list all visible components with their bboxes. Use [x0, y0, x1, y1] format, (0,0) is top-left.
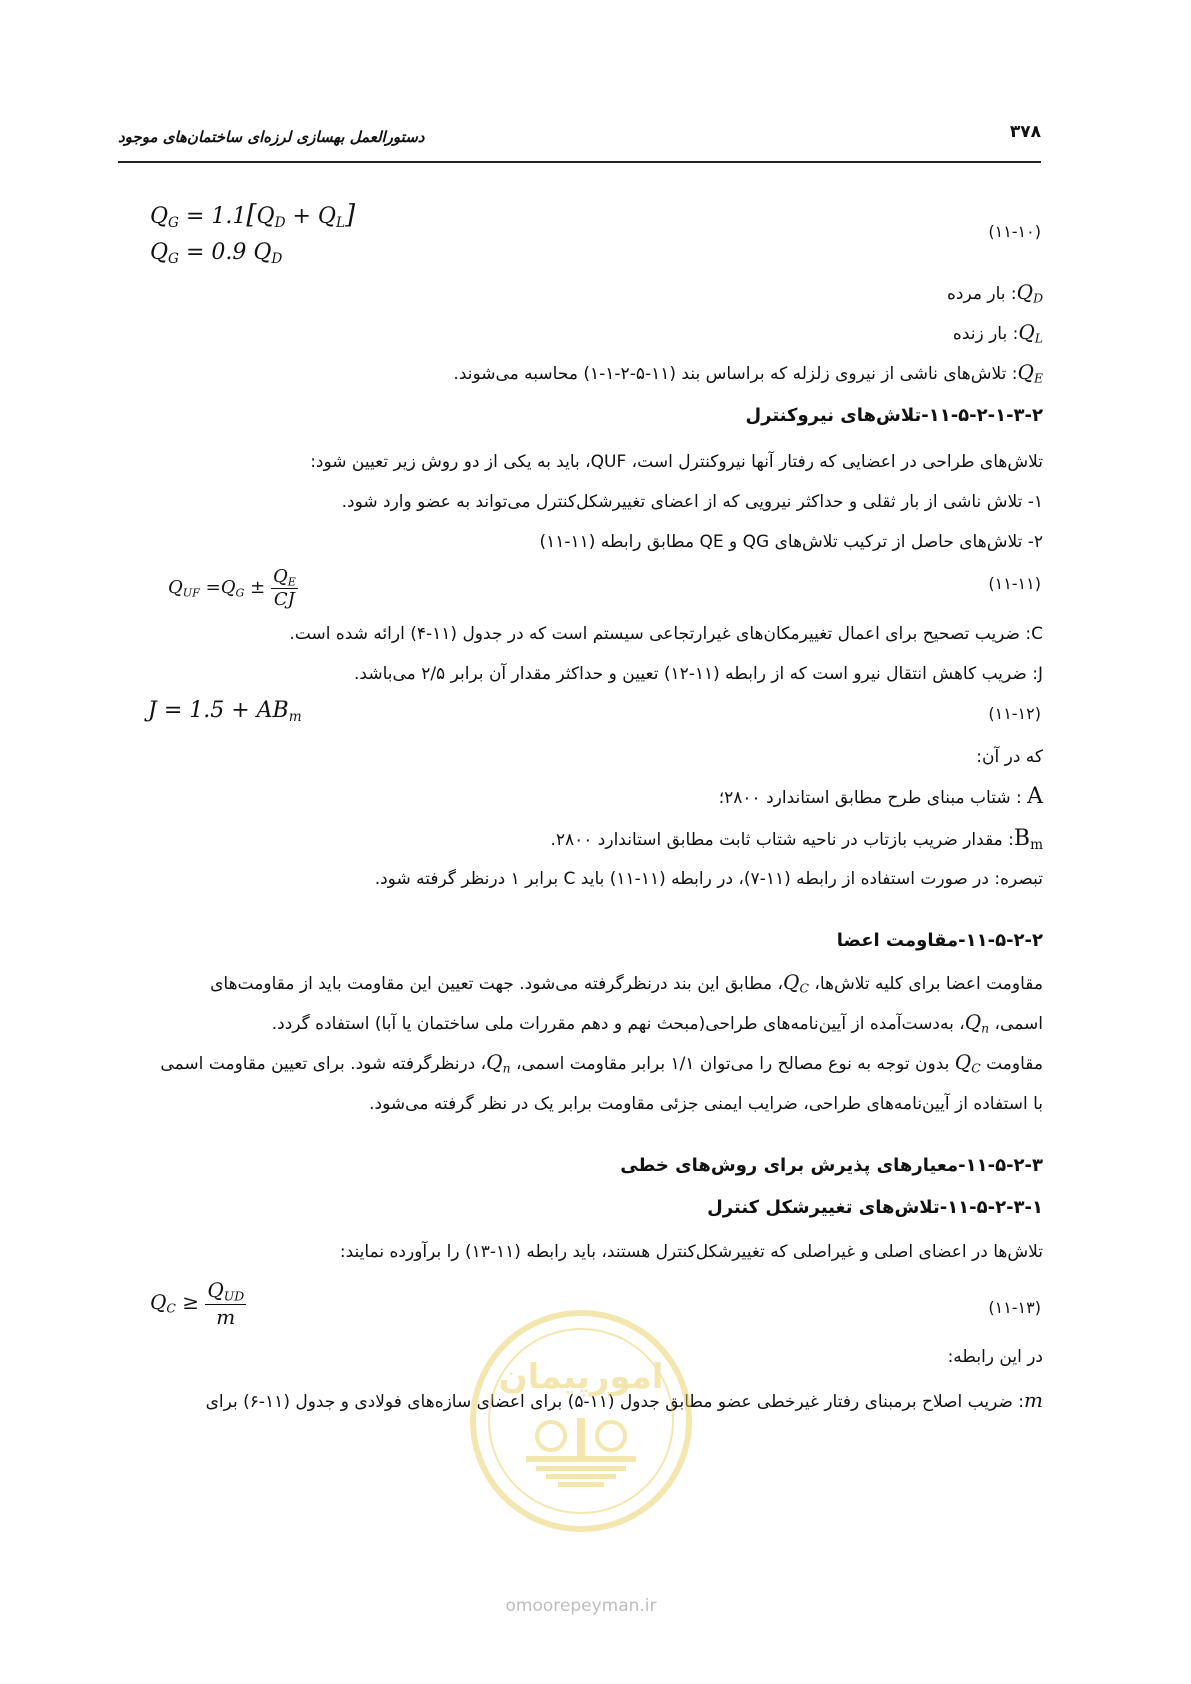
watermark-logo — [466, 1306, 696, 1536]
paragraph-strength-line2: اسمی، $Q_n،$ به‌دست‌آمده از آیین‌نامه‌های طراحی(مبحث نهم و دهم مقررات ملی ساختمان یا آبا) استفاده گردد. — [271, 1010, 1043, 1036]
definition-qd: $Q_D$: بار مرده — [947, 280, 1043, 306]
definition-qd-text: بار مرده — [947, 284, 1006, 304]
equation-number-11-13: (۱۱-۱۳) — [988, 1298, 1041, 1317]
definition-c-text: : ضریب تصحیح برای اعمال تغییرمکان‌های غیرارتجاعی سیستم است که در جدول (۱۱-۴) ارائه شده است. — [289, 624, 1032, 644]
definition-a — [100, 785, 1043, 810]
strength-line3-part-b: بدون توجه به نوع مصالح را می‌توان ۱/۱ برابر مقاومت اسمی، — [510, 1054, 955, 1074]
section-heading-force-controlled: ۱۱-۵-۲-۱-۳-۲-تلاش‌های نیروکنترل — [745, 405, 1043, 426]
definition-a-text: : شتاب مبنای طرح مطابق استاندارد ۲۸۰۰؛ — [718, 788, 1028, 808]
definition-m-text: : ضریب اصلاح برمبنای رفتار غیرخطی عضو مطابق جدول (۱۱-۵) برای اعضای سازه‌های فولادی و جدول (۱۱-۶) برای — [205, 1392, 1025, 1412]
strength-line3-part-a: مقاومت — [980, 1054, 1043, 1074]
watermark-url: omoorepeyman.ir — [505, 1596, 657, 1616]
equation-11-12-body: J = 1.5 + AB — [148, 698, 289, 723]
definition-bm — [100, 827, 1043, 857]
definition-ql: $Q_L$: بار زنده — [952, 320, 1043, 346]
definitions-intro-2: در این رابطه: — [947, 1347, 1043, 1367]
definition-ql-text: بار زنده — [952, 324, 1008, 344]
definition-bm-label: B — [1013, 826, 1031, 851]
paragraph-strength-line3: مقاومت $Q_C$ بدون توجه به نوع مصالح را می‌توان ۱/۱ برابر مقاومت اسمی، $Q_n،$ درنظرگرفته شود. برای تعیین مقاومت اسمی — [160, 1050, 1043, 1076]
definition-qe-text: تلاش‌های ناشی از نیروی زلزله که براساس بند (۱۱-۵-۲-۱-۱) محاسبه می‌شوند. — [453, 364, 1007, 384]
definitions-intro: که در آن: — [976, 747, 1043, 767]
equation-11-12-subscript: m — [288, 709, 302, 726]
definition-m-label: m — [1024, 1388, 1043, 1412]
equation-11-13: $Q_C$ ≥ $\frac{Q_{UD}}{m}$ — [150, 1278, 245, 1329]
equation-number-11-11: (۱۱-۱۱) — [988, 574, 1041, 593]
definition-a-label: A — [1027, 784, 1043, 809]
list-item-1: ۱- تلاش ناشی از بار ثقلی و حداکثر نیرویی که از اعضای تغییرشکل‌کنترل می‌تواند به عضو وارد شود. — [341, 492, 1043, 512]
definition-c — [100, 622, 1043, 646]
section-heading-member-strength: ۱۱-۵-۲-۲-مقاومت اعضا — [836, 930, 1043, 951]
strength-line1-part-a: مقاومت اعضا برای کلیه تلاش‌ها، — [808, 974, 1043, 994]
definition-j-text: : ضریب کاهش انتقال نیرو است که از رابطه (۱۱-۱۲) تعیین و حداکثر مقدار آن برابر ۲/۵ می‌باشد. — [354, 664, 1038, 684]
equation-11-11: $Q_{UF} =Q_G$ ± $\frac{Q_E}{CJ}$ — [168, 566, 296, 611]
paragraph-strength-line1: مقاومت اعضا برای کلیه تلاش‌ها، $Q_C،$ مطابق این بند درنظرگرفته می‌شود. جهت تعیین این مقاومت باید از مقاومت‌های — [210, 970, 1043, 996]
definition-qe: $Q_E$: تلاش‌های ناشی از نیروی زلزله که براساس بند (۱۱-۵-۲-۱-۱) محاسبه می‌شوند. — [453, 360, 1043, 386]
definition-bm-text: : مقدار ضریب بازتاب در ناحیه شتاب ثابت مطابق استاندارد ۲۸۰۰. — [550, 830, 1014, 850]
definition-j — [100, 662, 1043, 686]
paragraph-strength-line4: با استفاده از آیین‌نامه‌های طراحی، ضرایب ایمنی جزئی مقاومت برابر یک در نظر گرفته می‌شود. — [369, 1094, 1043, 1114]
definition-j-label: J — [1037, 664, 1043, 684]
header-rule — [118, 161, 1041, 163]
definition-c-label: C — [1031, 624, 1043, 644]
running-header-title: دستورالعمل بهسازی لرزه‌ای ساختمان‌های موجود — [118, 128, 425, 146]
paragraph-deformation-controlled: تلاش‌ها در اعضای اصلی و غیراصلی که تغییرشکل‌کنترل هستند، باید رابطه (۱۱-۱۳) را برآورده نمایند: — [339, 1242, 1043, 1262]
equation-11-10-line1: $Q_G = 1.1[Q_D + Q_L]$ — [150, 200, 356, 232]
equation-number-11-12: (۱۱-۱۲) — [988, 704, 1041, 723]
strength-line1-part-b: ، مطابق این بند درنظرگرفته می‌شود. جهت تعیین این مقاومت باید از مقاومت‌های — [210, 974, 784, 994]
strength-line2-part-a: اسمی، — [989, 1014, 1043, 1034]
list-item-2: ۲- تلاش‌های حاصل از ترکیب تلاش‌های QG و QE مطابق رابطه (۱۱-۱۱) — [539, 532, 1043, 552]
equation-number-11-10: (۱۱-۱۰) — [988, 222, 1041, 241]
strength-line2-part-b: ، به‌دست‌آمده از آیین‌نامه‌های طراحی(مبحث نهم و دهم مقررات ملی ساختمان یا آبا) استفاده گردد. — [271, 1014, 965, 1034]
definition-bm-subscript: m — [1030, 837, 1043, 854]
equation-11-10-line2: $Q_G = 0.9$ $Q_D$ — [150, 240, 283, 268]
note-paragraph: تبصره: در صورت استفاده از رابطه (۱۱-۷)، در رابطه (۱۱-۱۱) باید C برابر ۱ درنظر گرفته شود. — [374, 869, 1043, 889]
section-heading-acceptance-criteria: ۱۱-۵-۲-۳-معیارهای پذیرش برای روش‌های خطی — [620, 1155, 1043, 1176]
paragraph-force-controlled: تلاش‌های طراحی در اعضایی که رفتار آنها نیروکنترل است، QUF، باید به یکی از دو روش زیر تعیین شود: — [310, 452, 1043, 472]
watermark-logo-text: امورپیمان — [498, 1357, 664, 1397]
strength-line3-part-c: ، درنظرگرفته شود. برای تعیین مقاومت اسمی — [160, 1054, 487, 1074]
page-number: ۳۷۸ — [1009, 122, 1041, 142]
section-heading-deformation-controlled: ۱۱-۵-۲-۳-۱-تلاش‌های تغییرشکل کنترل — [707, 1197, 1043, 1218]
equation-11-12 — [148, 698, 302, 725]
